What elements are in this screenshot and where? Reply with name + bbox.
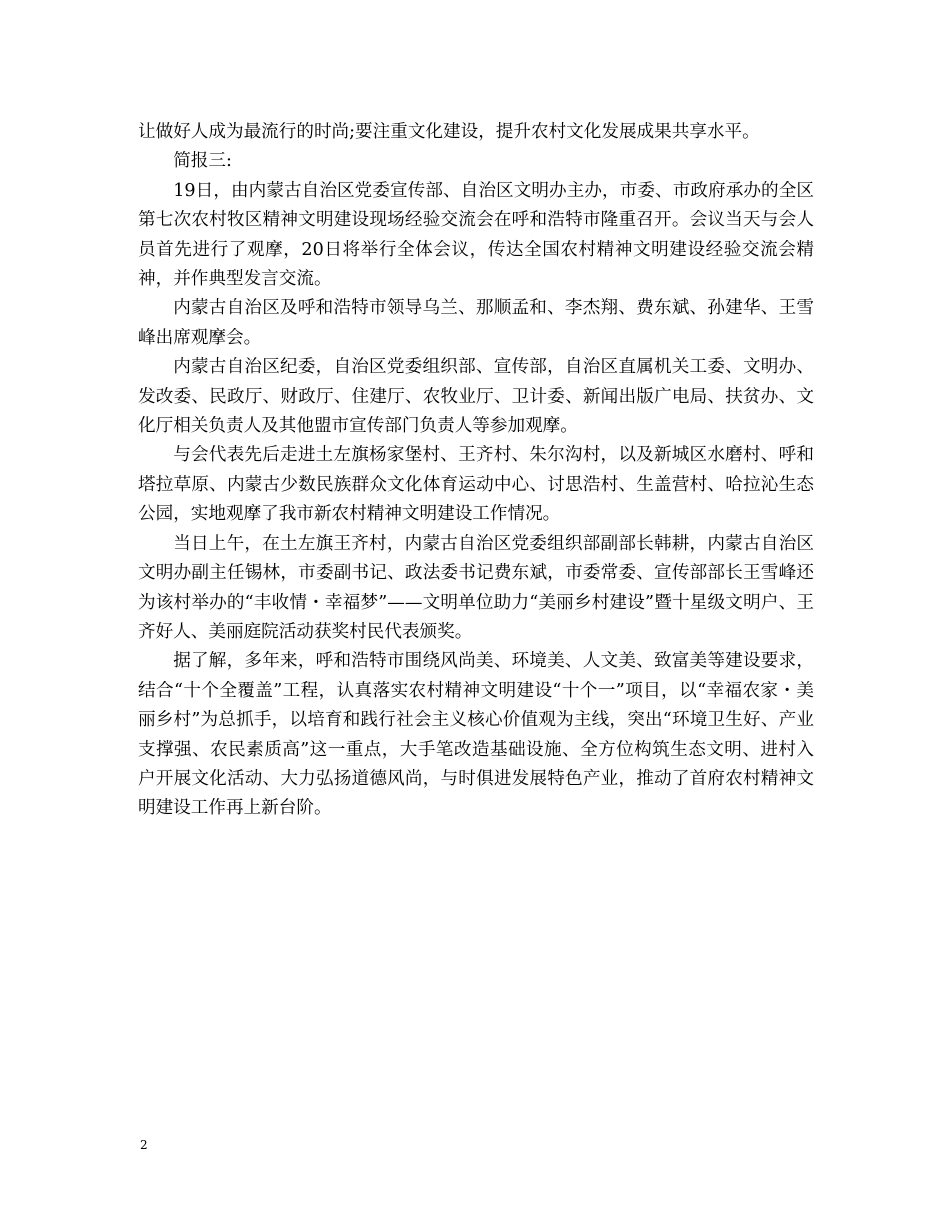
document-body <box>138 118 814 824</box>
section-heading-briefing-three: 简报三: <box>173 151 232 172</box>
page-number: 2 <box>140 1138 148 1152</box>
paragraph-summary: 据了解，多年来，呼和浩特市围绕风尚美、环境美、人文美、致富美等建设要求，结合“十个全覆盖”工程，认真落实农村精神文明建设“十个一”项目，以“幸福农家・美丽乡村”为总抓手，以培育和践行社会主义核心价值观为主线，突出“环境卫生好、产业支撑强、农民素质高”这一重点，大手笔改造基础设施、全方位构筑生态文明、进村入户开展文化活动、大力弘扬道德风尚，与时俱进发展特色产业，推动了首府农村精神文明建设工作再上新台阶。 <box>138 651 814 819</box>
paragraph-leaders-attending: 内蒙古自治区及呼和浩特市领导乌兰、那顺孟和、李杰翔、费东斌、孙建华、王雪峰出席观摩会。 <box>138 298 814 348</box>
paragraph-award-ceremony: 当日上午，在土左旗王齐村，内蒙古自治区党委组织部副部长韩耕，内蒙古自治区文明办副主任锡林，市委副书记、政法委书记费东斌，市委常委、宣传部部长王雪峰还为该村举办的“丰收情・幸福梦”——文明单位助力“美丽乡村建设”暨十星级文明户、王齐好人、美丽庭院活动获奖村民代表颁奖。 <box>138 533 814 642</box>
paragraph-site-visits: 与会代表先后走进土左旗杨家堡村、王齐村、朱尔沟村，以及新城区水磨村、呼和塔拉草原、内蒙古少数民族群众文化体育运动中心、讨思浩村、生盖营村、哈拉沁生态公园，实地观摩了我市新农村精神文明建设工作情况。 <box>138 445 814 525</box>
paragraph-departments-attending: 内蒙古自治区纪委，自治区党委组织部、宣传部，自治区直属机关工委、文明办、发改委、民政厅、财政厅、住建厅、农牧业厅、卫计委、新闻出版广电局、扶贫办、文化厅相关负责人及其他盟市宣传部门负责人等参加观摩。 <box>138 357 814 437</box>
paragraph-continuation: 让做好人成为最流行的时尚;要注重文化建设，提升农村文化发展成果共享水平。 <box>138 122 760 142</box>
paragraph-meeting-overview: 19日，由内蒙古自治区党委宣传部、自治区文明办主办，市委、市政府承办的全区第七次农村牧区精神文明建设现场经验交流会在呼和浩特市隆重召开。会议当天与会人员首先进行了观摩，20日将举行全体会议，传达全国农村精神文明建设经验交流会精神，并作典型发言交流。 <box>138 180 814 290</box>
